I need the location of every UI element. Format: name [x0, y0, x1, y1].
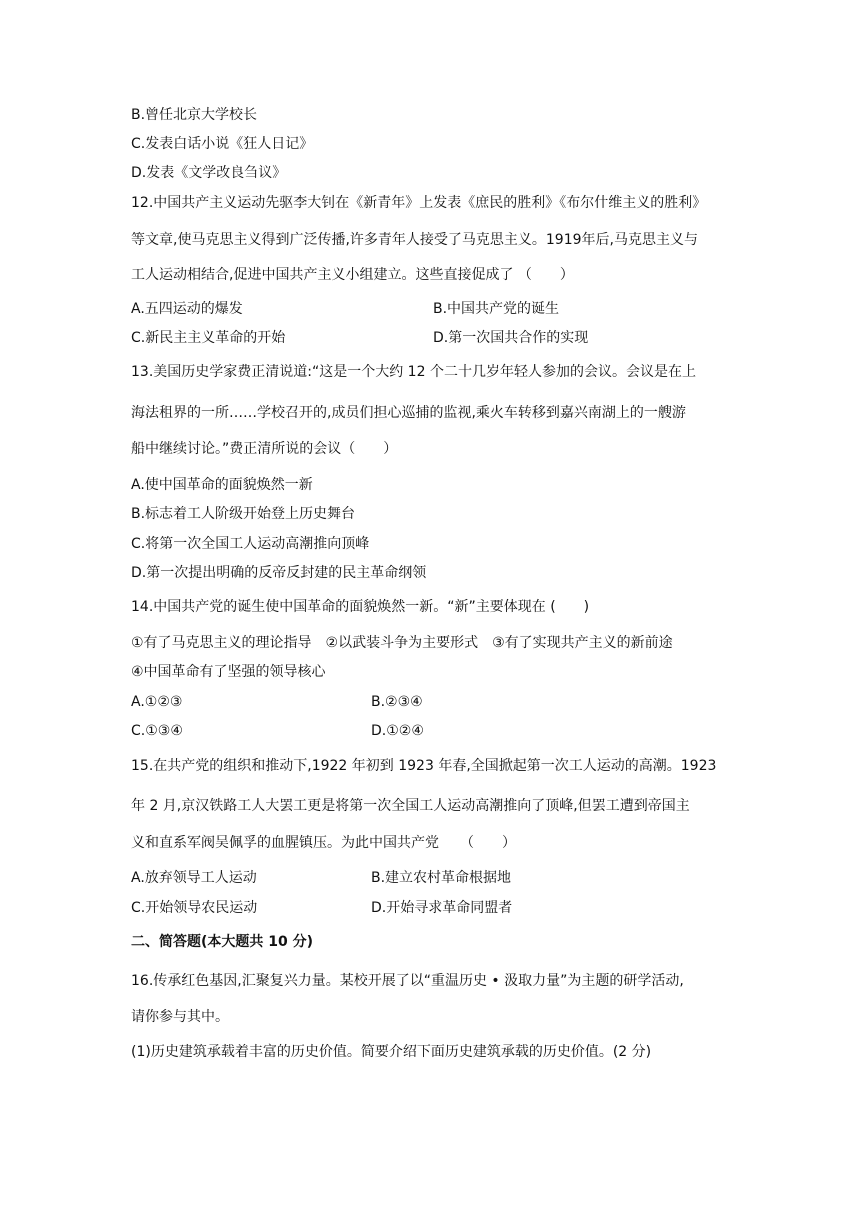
q13-option-a: A.使中国革命的面貌焕然一新	[131, 477, 313, 493]
section-2-heading: 二、简答题(本大题共 10 分)	[131, 934, 314, 950]
q11-option-d: D.发表《文学改良刍议》	[131, 165, 287, 181]
q15-stem-line-2: 年 2 月,京汉铁路工人大罢工更是将第一次全国工人运动高潮推向了顶峰,但罢工遭到帝国主	[131, 798, 690, 814]
q14-stem-line-1: 14.中国共产党的诞生使中国革命的面貌焕然一新。“新”主要体现在 ( )	[131, 599, 590, 615]
q12-stem-line-1: 12.中国共产主义运动先驱李大钊在《新青年》上发表《庶民的胜利》《布尔什维主义的胜利》	[131, 195, 707, 211]
q13-stem-line-2: 海法租界的一所……学校召开的,成员们担心巡捕的监视,乘火车转移到嘉兴南湖上的一艘游	[131, 405, 686, 421]
q13-stem-line-1: 13.美国历史学家费正清说道:“这是一个大约 12 个二十几岁年轻人参加的会议。会议是在上	[131, 364, 696, 380]
q16-sub-question-1: (1)历史建筑承载着丰富的历史价值。简要介绍下面历史建筑承载的历史价值。(2 分)	[131, 1044, 652, 1060]
q14-option-d: D.①②④	[371, 723, 424, 739]
q12-stem-line-2: 等文章,使马克思主义得到广泛传播,许多青年人接受了马克思主义。1919年后,马克思主义与	[131, 232, 698, 248]
q14-option-a: A.①②③	[131, 694, 183, 710]
q14-stem-line-2: ①有了马克思主义的理论指导 ②以武装斗争为主要形式 ③有了实现共产主义的新前途	[131, 635, 673, 651]
q11-option-c: C.发表白话小说《狂人日记》	[131, 136, 314, 152]
q15-option-c: C.开始领导农民运动	[131, 900, 258, 916]
q15-option-d: D.开始寻求革命同盟者	[371, 900, 513, 916]
q16-stem-line-1: 16.传承红色基因,汇聚复兴力量。某校开展了以“重温历史 • 汲取力量”为主题的研学活动,	[131, 973, 684, 989]
q14-option-b: B.②③④	[371, 694, 423, 710]
q15-stem-line-3: 义和直系军阀吴佩孚的血腥镇压。为此中国共产党 （ ）	[131, 835, 516, 851]
q13-option-c: C.将第一次全国工人运动高潮推向顶峰	[131, 536, 370, 552]
q12-option-a: A.五四运动的爆发	[131, 301, 243, 317]
q13-option-b: B.标志着工人阶级开始登上历史舞台	[131, 506, 356, 522]
q12-stem-line-3: 工人运动相结合,促进中国共产主义小组建立。这些直接促成了 （ ）	[131, 267, 574, 283]
q15-stem-line-1: 15.在共产党的组织和推动下,1922 年初到 1923 年春,全国掀起第一次工人运动的高潮。1923	[131, 758, 717, 774]
q12-option-d: D.第一次国共合作的实现	[433, 330, 589, 346]
q16-stem-line-2: 请你参与其中。	[131, 1009, 229, 1025]
q15-option-a: A.放弃领导工人运动	[131, 870, 257, 886]
q12-option-c: C.新民主主义革命的开始	[131, 330, 286, 346]
q12-option-b: B.中国共产党的诞生	[433, 301, 560, 317]
q14-option-c: C.①③④	[131, 723, 183, 739]
q11-option-b: B.曾任北京大学校长	[131, 107, 258, 123]
q13-option-d: D.第一次提出明确的反帝反封建的民主革命纲领	[131, 565, 427, 581]
q15-option-b: B.建立农村革命根据地	[371, 870, 512, 886]
q13-stem-line-3: 船中继续讨论。”费正清所说的会议（ ）	[131, 441, 398, 457]
q14-stem-line-3: ④中国革命有了坚强的领导核心	[131, 664, 326, 680]
